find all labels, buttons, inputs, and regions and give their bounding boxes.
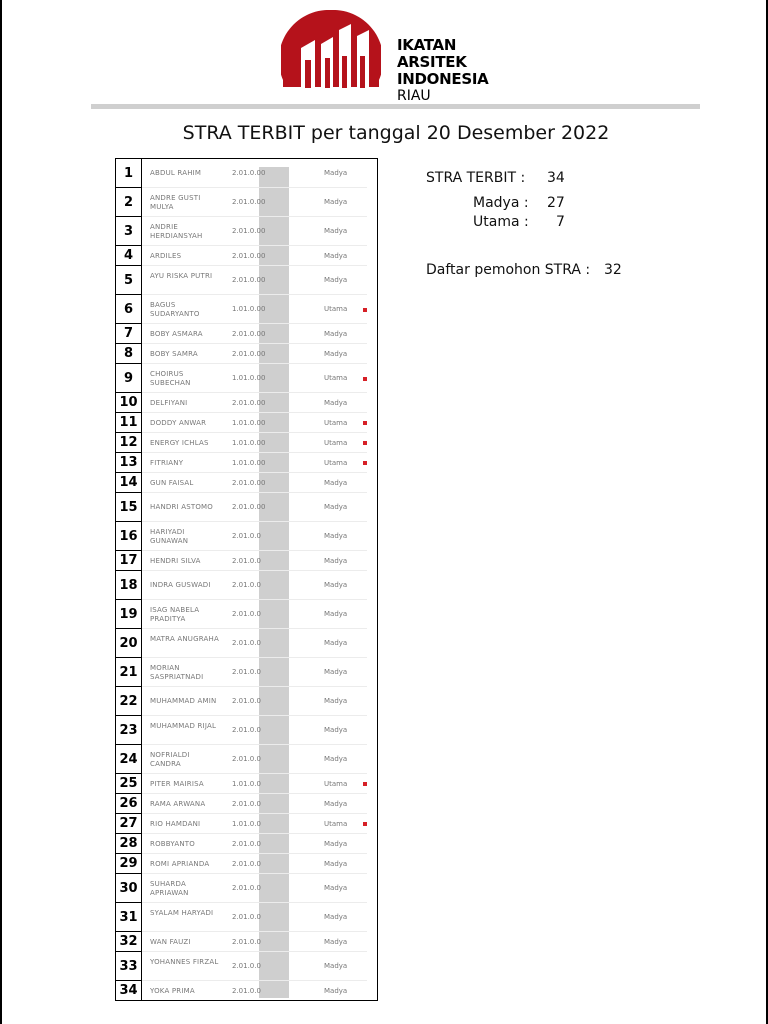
table-row	[116, 344, 377, 364]
row-name: BOBY ASMARA	[150, 330, 203, 338]
row-level: Utama	[324, 459, 348, 467]
iai-logo-icon	[281, 10, 381, 90]
row-number: 19	[119, 607, 138, 622]
row-level: Madya	[324, 697, 348, 705]
utama-marker-icon	[363, 822, 367, 826]
madya-label: Madya :	[473, 195, 529, 211]
row-code: 2.01.0.0	[232, 581, 261, 589]
row-name: ROMI APRIANDA	[150, 860, 210, 868]
row-level: Utama	[324, 780, 348, 788]
row-level: Madya	[324, 610, 348, 618]
utama-value: 7	[556, 214, 565, 230]
row-name: ANDRIE HERDIANSYAH	[150, 223, 203, 240]
row-code: 2.01.0.0	[232, 860, 261, 868]
row-number: 12	[119, 435, 138, 450]
row-name: ROBBYANTO	[150, 840, 195, 848]
row-number: 15	[119, 500, 138, 515]
table-row	[116, 745, 377, 774]
page-border-left	[0, 0, 2, 1024]
row-number: 22	[119, 694, 138, 709]
row-code: 2.01.0.0	[232, 532, 261, 540]
row-name: BOBY SAMRA	[150, 350, 198, 358]
table-row	[116, 834, 377, 854]
utama-marker-icon	[363, 441, 367, 445]
row-level: Madya	[324, 668, 348, 676]
row-level: Madya	[324, 755, 348, 763]
row-code: 2.01.0.00	[232, 350, 266, 358]
org-region: RIAU	[397, 88, 431, 104]
table-row	[116, 794, 377, 814]
table-row	[116, 629, 377, 658]
row-level: Madya	[324, 884, 348, 892]
utama-marker-icon	[363, 308, 367, 312]
row-code: 1.01.0.0	[232, 780, 261, 788]
row-number: 3	[123, 224, 134, 239]
table-row	[116, 571, 377, 600]
madya-value: 27	[547, 195, 565, 211]
row-number: 16	[119, 529, 138, 544]
table-row	[116, 433, 377, 453]
table-row	[116, 814, 377, 834]
row-number: 11	[119, 415, 138, 430]
row-code: 2.01.0.00	[232, 227, 266, 235]
row-code: 2.01.0.00	[232, 169, 266, 177]
table-row	[116, 522, 377, 551]
row-code: 2.01.0.0	[232, 884, 261, 892]
row-number: 14	[119, 475, 138, 490]
org-line-2: ARSITEK	[397, 53, 467, 71]
table-row	[116, 295, 377, 324]
table-row	[116, 874, 377, 903]
row-level: Madya	[324, 639, 348, 647]
row-name: BAGUS SUDARYANTO	[150, 301, 200, 318]
row-code: 2.01.0.0	[232, 697, 261, 705]
table-row	[116, 266, 377, 295]
row-code: 2.01.0.0	[232, 840, 261, 848]
row-level: Utama	[324, 820, 348, 828]
table-row	[116, 716, 377, 745]
row-level: Utama	[324, 374, 348, 382]
row-level: Madya	[324, 532, 348, 540]
row-number: 28	[119, 836, 138, 851]
table-row	[116, 981, 377, 1001]
row-number: 29	[119, 856, 138, 871]
utama-marker-icon	[363, 461, 367, 465]
table-row	[116, 364, 377, 393]
row-level: Madya	[324, 479, 348, 487]
pemohon-value: 32	[604, 262, 622, 278]
row-name: ANDRE GUSTI MULYA	[150, 194, 201, 211]
row-code: 2.01.0.00	[232, 479, 266, 487]
table-row	[116, 453, 377, 473]
table-row	[116, 952, 377, 981]
row-code: 2.01.0.0	[232, 726, 261, 734]
row-name: ENERGY ICHLAS	[150, 439, 209, 447]
utama-marker-icon	[363, 421, 367, 425]
row-code: 2.01.0.0	[232, 557, 261, 565]
row-level: Madya	[324, 399, 348, 407]
row-name: PITER MAIRISA	[150, 780, 204, 788]
table-row	[116, 217, 377, 246]
stra-terbit-value: 34	[547, 170, 565, 186]
row-number: 21	[119, 665, 138, 680]
row-level: Madya	[324, 581, 348, 589]
row-number: 32	[119, 934, 138, 949]
row-code: 1.01.0.00	[232, 459, 266, 467]
row-number: 34	[119, 983, 138, 998]
row-number: 23	[119, 723, 138, 738]
row-level: Madya	[324, 962, 348, 970]
row-number: 2	[123, 195, 134, 210]
row-level: Madya	[324, 557, 348, 565]
row-number: 20	[119, 636, 138, 651]
row-number: 31	[119, 910, 138, 925]
row-level: Utama	[324, 305, 348, 313]
row-name: DELFIYANI	[150, 399, 188, 407]
row-number: 26	[119, 796, 138, 811]
org-line-3: INDONESIA	[397, 70, 489, 88]
row-name: SUHARDA APRIAWAN	[150, 880, 189, 897]
row-name: ABDUL RAHIM	[150, 169, 202, 177]
table-row	[116, 854, 377, 874]
table-row	[116, 687, 377, 716]
row-number: 1	[123, 166, 134, 181]
table-row	[116, 493, 377, 522]
row-code: 2.01.0.0	[232, 639, 261, 647]
row-level: Madya	[324, 503, 348, 511]
row-level: Madya	[324, 227, 348, 235]
row-name: GUN FAISAL	[150, 479, 194, 487]
table-row	[116, 246, 377, 266]
table-row	[116, 188, 377, 217]
row-code: 1.01.0.0	[232, 820, 261, 828]
row-name: YOKA PRIMA	[150, 987, 195, 995]
row-code: 2.01.0.0	[232, 938, 261, 946]
row-level: Madya	[324, 276, 348, 284]
row-name: ISAG NABELA PRADITYA	[150, 606, 200, 623]
row-code: 2.01.0.00	[232, 276, 266, 284]
row-level: Madya	[324, 726, 348, 734]
table-row	[116, 551, 377, 571]
row-number: 8	[123, 346, 134, 361]
row-name: INDRA GUSWADI	[150, 581, 211, 589]
row-number: 10	[119, 395, 138, 410]
row-name: HENDRI SILVA	[150, 557, 201, 565]
row-level: Madya	[324, 800, 348, 808]
row-level: Madya	[324, 330, 348, 338]
row-code: 2.01.0.0	[232, 913, 261, 921]
stra-table	[115, 158, 378, 1001]
row-level: Madya	[324, 198, 348, 206]
row-code: 1.01.0.00	[232, 374, 266, 382]
table-row	[116, 658, 377, 687]
row-code: 2.01.0.0	[232, 987, 261, 995]
row-name: MUHAMMAD RIJAL	[150, 722, 217, 730]
row-level: Madya	[324, 987, 348, 995]
row-name: HARIYADI GUNAWAN	[150, 528, 189, 545]
table-row	[116, 413, 377, 433]
row-number: 33	[119, 959, 138, 974]
row-level: Utama	[324, 439, 348, 447]
row-code: 2.01.0.00	[232, 252, 266, 260]
row-number: 27	[119, 816, 138, 831]
table-row	[116, 600, 377, 629]
row-code: 2.01.0.0	[232, 800, 261, 808]
row-code: 2.01.0.0	[232, 962, 261, 970]
row-name: RAMA ARWANA	[150, 800, 206, 808]
row-name: SYALAM HARYADI	[150, 909, 214, 917]
row-code: 2.01.0.0	[232, 668, 261, 676]
row-name: CHOIRUS SUBECHAN	[150, 370, 191, 387]
header-divider	[91, 104, 700, 109]
row-level: Madya	[324, 350, 348, 358]
row-name: FITRIANY	[150, 459, 184, 467]
row-name: MATRA ANUGRAHA	[150, 635, 219, 643]
row-name: NOFRIALDI CANDRA	[150, 751, 190, 768]
row-code: 2.01.0.00	[232, 330, 266, 338]
row-code: 2.01.0.00	[232, 503, 266, 511]
row-code: 2.01.0.00	[232, 198, 266, 206]
row-code: 2.01.0.0	[232, 610, 261, 618]
table-row	[116, 473, 377, 493]
stra-terbit-label: STRA TERBIT :	[426, 170, 526, 186]
row-level: Madya	[324, 840, 348, 848]
utama-marker-icon	[363, 782, 367, 786]
org-line-1: IKATAN	[397, 36, 457, 54]
page-title: STRA TERBIT per tanggal 20 Desember 2022	[182, 122, 610, 144]
row-code: 2.01.0.00	[232, 399, 266, 407]
table-row	[116, 159, 377, 188]
row-number: 6	[123, 302, 134, 317]
row-code: 1.01.0.00	[232, 419, 266, 427]
row-number: 4	[123, 248, 134, 263]
row-code: 1.01.0.00	[232, 439, 266, 447]
pemohon-label: Daftar pemohon STRA :	[426, 262, 591, 278]
row-name: YOHANNES FIRZAL	[150, 958, 219, 966]
table-row	[116, 932, 377, 952]
row-number: 13	[119, 455, 138, 470]
utama-marker-icon	[363, 377, 367, 381]
row-number: 25	[119, 776, 138, 791]
table-row	[116, 324, 377, 344]
row-number: 24	[119, 752, 138, 767]
row-number: 17	[119, 553, 138, 568]
row-name: RIO HAMDANI	[150, 820, 201, 828]
organization-name	[397, 37, 488, 104]
row-number: 7	[123, 326, 134, 341]
row-level: Madya	[324, 169, 348, 177]
row-name: MORIAN SASPRIATNADI	[150, 664, 204, 681]
row-name: AYU RISKA PUTRI	[150, 272, 213, 280]
table-row	[116, 903, 377, 932]
row-level: Madya	[324, 938, 348, 946]
row-level: Utama	[324, 419, 348, 427]
row-level: Madya	[324, 252, 348, 260]
row-number: 18	[119, 578, 138, 593]
row-code: 1.01.0.00	[232, 305, 266, 313]
row-name: MUHAMMAD AMIN	[150, 697, 217, 705]
row-number: 30	[119, 881, 138, 896]
row-number: 5	[123, 273, 134, 288]
table-row	[116, 774, 377, 794]
row-name: DODDY ANWAR	[150, 419, 207, 427]
row-name: WAN FAUZI	[150, 938, 191, 946]
row-number: 9	[123, 371, 134, 386]
row-name: ARDILES	[150, 252, 182, 260]
row-code: 2.01.0.0	[232, 755, 261, 763]
row-name: HANDRI ASTOMO	[150, 503, 213, 511]
utama-label: Utama :	[473, 214, 529, 230]
row-level: Madya	[324, 860, 348, 868]
row-level: Madya	[324, 913, 348, 921]
table-row	[116, 393, 377, 413]
